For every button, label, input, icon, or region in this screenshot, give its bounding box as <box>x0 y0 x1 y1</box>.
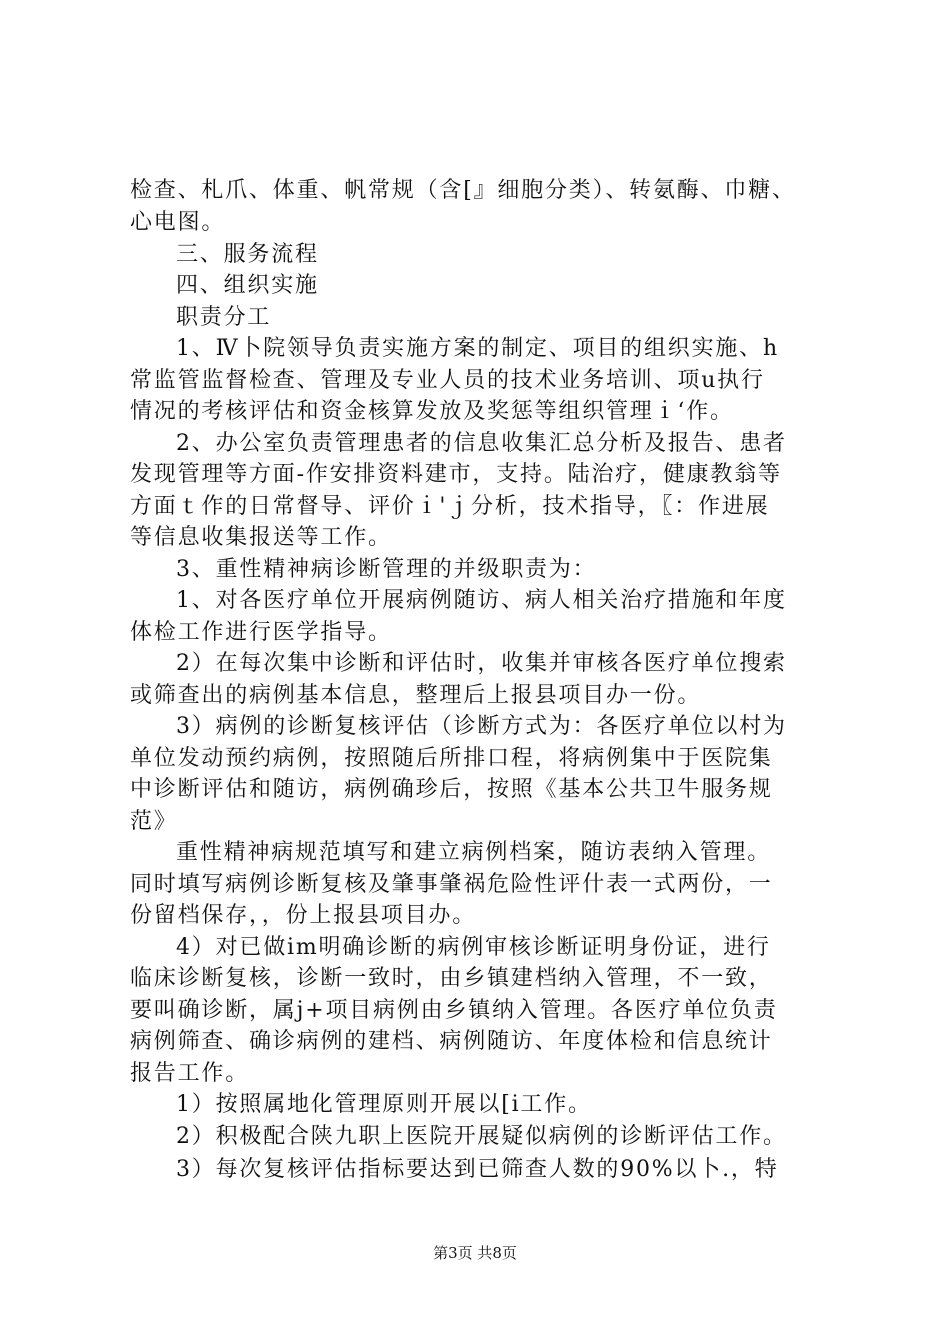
text-line-23: 同时填写病例诊断复核及肇事肇祸危险性评什表一式两份，一 <box>130 872 773 897</box>
text-line-19: 单位发动预约病例，按照随后所排口程，将病例集中于医院集 <box>130 746 773 771</box>
text-line-16: 2）在每次集中诊断和评估时，收集并审核各医疗单位搜索 <box>176 651 787 676</box>
text-line-28: 病例筛查、确诊病例的建档、病例随访、年度体检和信息统计 <box>130 1029 773 1054</box>
text-line-9: 2、办公室负责管理患者的信息收集汇总分析及报告、患者 <box>176 431 787 456</box>
text-line-31: 2）积极配合陕九职上医院开展疑似病例的诊断评估工作。 <box>176 1124 787 1149</box>
text-line-29: 报告工作。 <box>130 1061 250 1086</box>
text-line-1: 检查、札爪、体重、帆常规（含[』细胞分类）、转氨酶、巾糖、 <box>130 178 796 203</box>
text-line-21: 范》 <box>130 809 178 834</box>
text-line-14: 1、对各医疗单位开展病例随访、病人相关治疗措施和年度 <box>176 588 787 613</box>
text-line-13: 3、重性精神病诊断管理的并级职责为： <box>176 557 597 582</box>
text-line-6: 1、Ⅳ卜院领导负责实施方案的制定、项目的组织实施、h <box>176 336 779 361</box>
text-line-10: 发现管理等方面-作安排资料建市，支持。陆治疗，健康教翁等 <box>130 462 782 487</box>
text-line-7: 常监管监督检查、管理及专业人员的技术业务培训、项u执行 <box>130 368 765 393</box>
section-heading-service-process: 三、服务流程 <box>176 242 319 267</box>
subheading-duties: 职责分工 <box>176 305 272 330</box>
text-line-20: 中诊断评估和随访，病例确珍后，按照《基本公共卫牛服务规 <box>130 777 773 802</box>
text-line-11: 方面ｔ作的日常督导、评价ｉ'ｊ分析，技术指导，〖：作进展 <box>130 494 770 519</box>
text-line-25: 4）对已做im明确诊断的病例审核诊断证明身份证，进行 <box>176 935 771 960</box>
text-line-15: 体检工作进行医学指导。 <box>130 620 392 645</box>
text-line-22: 重性精神病规范填写和建立病例档案，随访表纳入管理。 <box>176 840 772 865</box>
text-line-18: 3）病例的诊断复核评估（诊断方式为：各医疗单位以村为 <box>176 714 787 739</box>
text-line-26: 临床诊断复核，诊断一致时，由乡镇建档纳入管理，不一致， <box>130 966 773 991</box>
text-line-12: 等信息收集报送等工作。 <box>130 525 392 550</box>
text-line-8: 情况的考核评估和资金核算发放及奖惩等组织管理ｉ‘作。 <box>130 399 734 424</box>
text-line-32: 3）每次复核评估指标要达到已筛查人数的90%以卜.，特 <box>176 1157 779 1182</box>
text-line-2: 心电图。 <box>130 210 226 235</box>
text-line-30: 1）按照属地化管理原则开展以[i工作。 <box>176 1092 592 1117</box>
section-heading-organization: 四、组织实施 <box>176 273 319 298</box>
page-number-footer: 第3页 共8页 <box>433 1244 517 1262</box>
text-line-27: 要叫确诊断，属j+项目病例由乡镇纳入管理。各医疗单位负责 <box>130 998 778 1023</box>
text-line-17: 或筛查出的病例基本信息，整理后上报县项目办一份。 <box>130 683 702 708</box>
text-line-24: 份留档保存，，份上报县项目办。 <box>130 903 477 928</box>
